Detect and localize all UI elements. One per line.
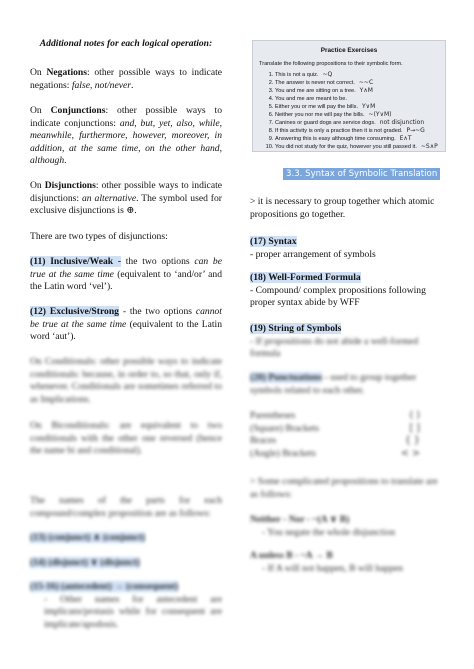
inclusive-paragraph: (11) Inclusive/Weak - the two options can be true at the same time (equivalent to ‘and/or’ and the Latin word ‘vel’). bbox=[30, 256, 223, 293]
negations-paragraph: On Negations: other possible ways to indicate negations: false, not/never. bbox=[30, 67, 222, 91]
part-conjunct: (13) (conjunct) ∧ (conjunct) bbox=[30, 532, 146, 543]
exercise-item: 8. If this activity is only a practice then it is not graded. P→~G bbox=[275, 127, 445, 135]
punct-row: Parentheses ( ) bbox=[250, 410, 420, 421]
exercise-item: 4. You and me are meant to be. bbox=[275, 95, 445, 103]
negations-term: Negations bbox=[46, 67, 87, 78]
exercise-item: 7. Canines or guard dogs are service dogs. not disjunction bbox=[275, 119, 445, 127]
part-disjunct: (14) (disjunct) ∨ (disjunct) bbox=[30, 556, 140, 568]
exercise-item: 9. Answering this is easy although time consuming. E∧T bbox=[275, 135, 445, 143]
exclusive-paragraph: (12) Exclusive/Strong - the two options cannot be true at the same time (equivalent to the Latin word ‘aut’). bbox=[30, 306, 222, 343]
string-block: (19) String of Symbols - If propositions do not abide a well-formed formula bbox=[250, 323, 419, 360]
notes-title: Additional notes for each logical operation: bbox=[39, 38, 213, 49]
part-conditional: (15-16) (antecedent) → (consequent) bbox=[30, 581, 179, 593]
practice-exercises-instruction: Translate the following propositions to their symbolic form. bbox=[259, 61, 403, 67]
wff-block: (18) Well-Formed Formula - Compound/ complex propositions following proper syntax abide by WFF bbox=[250, 272, 426, 309]
punctuation-block: (20) Punctuations - used to group together symbols related to each other. bbox=[250, 372, 417, 396]
inclusive-label: (11) Inclusive/Weak - bbox=[30, 256, 122, 267]
biconditionals-paragraph: On Biconditionals: are equivalent to two conditionals with the other one reversed (hence the name bi and conditional). bbox=[30, 420, 222, 457]
conditionals-paragraph: On Conditionals: other possible ways to indicate conditionals: because, in order to, so that, only if, whenever. Conditionals are sometimes referred to as Implications. bbox=[30, 356, 222, 405]
parts-note: - Other names for antecedent are implicans/protasis while for consequent are implicate/apodosis. bbox=[44, 593, 222, 630]
syntax-block: (17) Syntax - proper arrangement of symbols bbox=[250, 236, 376, 260]
exercise-item: 10. You did not study for the quiz, however you still passed it. ~S∧P bbox=[275, 143, 445, 151]
section-banner: 3.3. Syntax of Symbolic Translation bbox=[283, 168, 440, 180]
syntax-label: (17) Syntax bbox=[250, 236, 297, 247]
arrow-note: > it is necessary to group together which atomic propositions go together. bbox=[250, 196, 435, 220]
complicated-note: > Some complicated propositions to translate are as follows: bbox=[250, 476, 438, 500]
wff-label: (18) Well-Formed Formula bbox=[250, 272, 361, 283]
punct-row: (Angle) Brackets < > bbox=[250, 447, 420, 459]
practice-exercises-box bbox=[252, 40, 446, 152]
types-intro: There are two types of disjunctions: bbox=[30, 231, 168, 242]
punctuation-table bbox=[250, 410, 420, 460]
unless-block: A unless B - ~A → B - If A will not happen, B will happen bbox=[250, 550, 403, 574]
conjunctions-paragraph: On Conjunctions: other possible ways to indicate conjunctions: and, but, yet, also, while, meanwhile, furthermore, however, moreover, in addition, at the same time, on the other hand, although. bbox=[30, 105, 222, 167]
neither-nor-block: Neither - Nor - ~(A ∨ B) - You negate the whole disjunction bbox=[250, 514, 396, 538]
exercise-item: 1. This is not a quiz. ~Q bbox=[275, 71, 445, 79]
punct-row: (Square) Brackets [ ] bbox=[250, 422, 420, 434]
exercise-item: 2. The answer is never not correct. ~~C bbox=[275, 79, 445, 87]
punct-row: Braces { } bbox=[250, 435, 420, 447]
exclusive-label: (12) Exclusive/Strong bbox=[30, 306, 119, 317]
parts-intro: The names of the parts for each compound/complex proposition are as follows: bbox=[30, 495, 222, 519]
exercise-item: 5. Either you or me will pay the bills. Y∨M bbox=[275, 103, 445, 111]
practice-exercises-title: Practice Exercises bbox=[320, 47, 378, 54]
practice-exercises-list bbox=[253, 71, 445, 151]
parts-list bbox=[30, 532, 222, 632]
string-label: (19) String of Symbols bbox=[250, 323, 342, 334]
disjunctions-paragraph: On Disjunctions: other possible ways to indicate disjunctions: an alternative. The symbol used for exclusive disjunctions is ⊕. bbox=[30, 180, 222, 217]
exercise-item: 3. You and me are sitting on a tree. Y∧M bbox=[275, 87, 445, 95]
exercise-item: 6. Neither you nor me will pay the bills. ~(Y∨M) bbox=[275, 111, 445, 119]
